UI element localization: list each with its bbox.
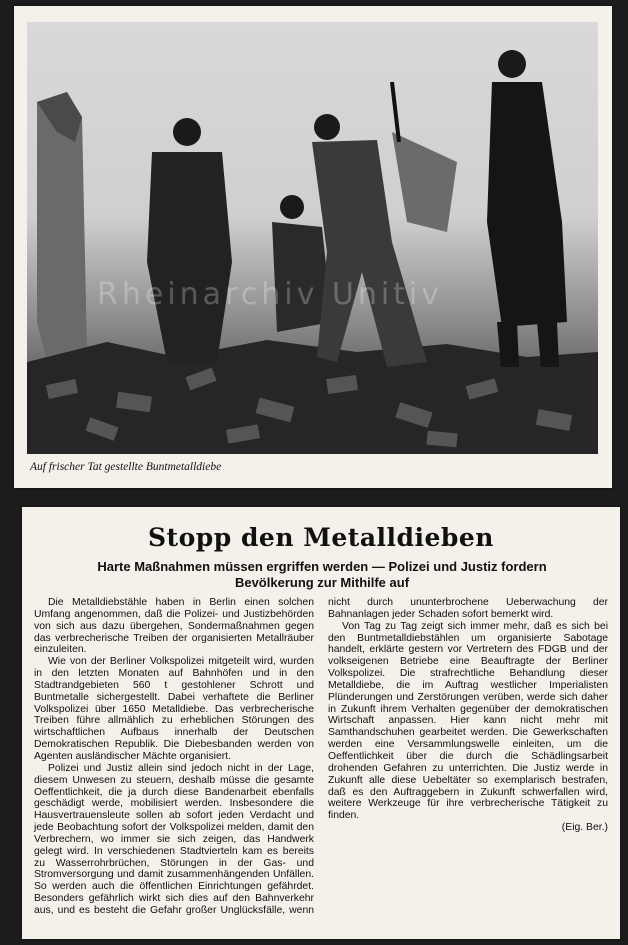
article-paragraph: Polizei und Justiz allein sind jedoch nicht in der Lage, diesem Unwesen zu steuern, deshalb müsse die gesamte Oeffentlichkeit, die ja durch diese Bandenarbeit ebenfalls geschädigt werde, mobilisiert werden. Insbesondere die Hausvertrauensleute sollen ab sofort jeden Verdacht und jede Beobachtung sofort der Volkspolizei melden, damit den Verbrechern, wo immer sie sich zeigen, das Handwerk gelegt wird. In verschiedenen Stadtvierteln kam es bereits zu Wasserrohrbrüchen, Störungen in der Gas- und Stromversorgung und damit zusammenhängenden Unfällen. So werden auch die öffentlichen Einrichtungen gefährdet. Besonders gefährlich wirkt sich dies auf den Bahnverkehr aus, und es besteht die Gefahr großer Unglücksfälle, wenn nicht durch ununterbrochene Ueberwachung der Bahnanlagen jeder Schaden sofort bemerkt wird. — [34, 597, 608, 916]
article-clipping — [22, 507, 620, 939]
article-paragraph: Die Metalldiebstähle haben in Berlin einen solchen Umfang angenommen, daß die Polizei- und Justizbehörden von sich aus dazu übergehen, Sondermaßnahmen gegen das verbrecherische Treiben der organisierten Metallräuber einzuleiten. — [34, 597, 314, 656]
article-paragraph: Von Tag zu Tag zeigt sich immer mehr, daß es sich bei den Buntmetalldiebstählen um organisierte Sabotage handelt, erklärte gestern vor Vertretern des FDGB und der volkseigenen Betriebe eine Beauftragte der Berliner Volkspolizei. Die strafrechtliche Behandlung dieser Metalldiebe, die im Auftrag westlicher Imperialisten Plünderungen und Zerstörungen verüben, werde sich daher in Zukunft ihrem Verhalten gegenüber der demokratischen Wirtschaft anpassen. Hier kann nicht mehr mit Samthandschuhen gearbeitet werden. Die Gewerkschaften werden eine Versammlungswelle einleiten, um die Oeffentlichkeit über die durch die Schädlingsarbeit drohenden Gefahren zu unterrichten. Die Justiz werde in Zukunft alle diese Uebeltäter so exemplarisch bestrafen, daß es den Auftraggebern in Zukunft schwerfallen wird, weitere Werkzeuge für ihre verbrecherische Tätigkeit zu finden. — [328, 620, 608, 822]
article-subheadline: Harte Maßnahmen müssen ergriffen werden — Polizei und Justiz fordern Bevölkerung zur Mithilfe auf — [97, 559, 547, 590]
article-signature: (Eig. Ber.) — [561, 822, 608, 834]
article-headline: Stopp den Metalldieben — [148, 523, 494, 552]
photo-illustration — [27, 22, 598, 454]
photo-caption: Auf frischer Tat gestellte Buntmetalldiebe — [30, 461, 222, 473]
article-paragraph: Wie von der Berliner Volkspolizei mitgeteilt wird, wurden in den letzten Monaten auf Bahnhöfen und in den Stadtrandgebieten 560 t gestohlener Schrott und Buntmetalle sichergestellt. Dabei verhaftete die Berliner Volkspolizei über 1650 Metalldiebe. Das verbrecherische Treiben führe allmählich zu erheblichen Störungen des wirtschaftlichen Aufbaus innerhalb der Deutschen Demokratischen Republik. Die Diebesbanden werden von Agenten ausländischer Mächte organisiert. — [34, 656, 314, 762]
article-body — [34, 597, 608, 933]
watermark: Rheinarchiv Unitiv — [97, 277, 444, 312]
photo-clipping — [14, 6, 612, 488]
news-photo — [27, 22, 598, 454]
